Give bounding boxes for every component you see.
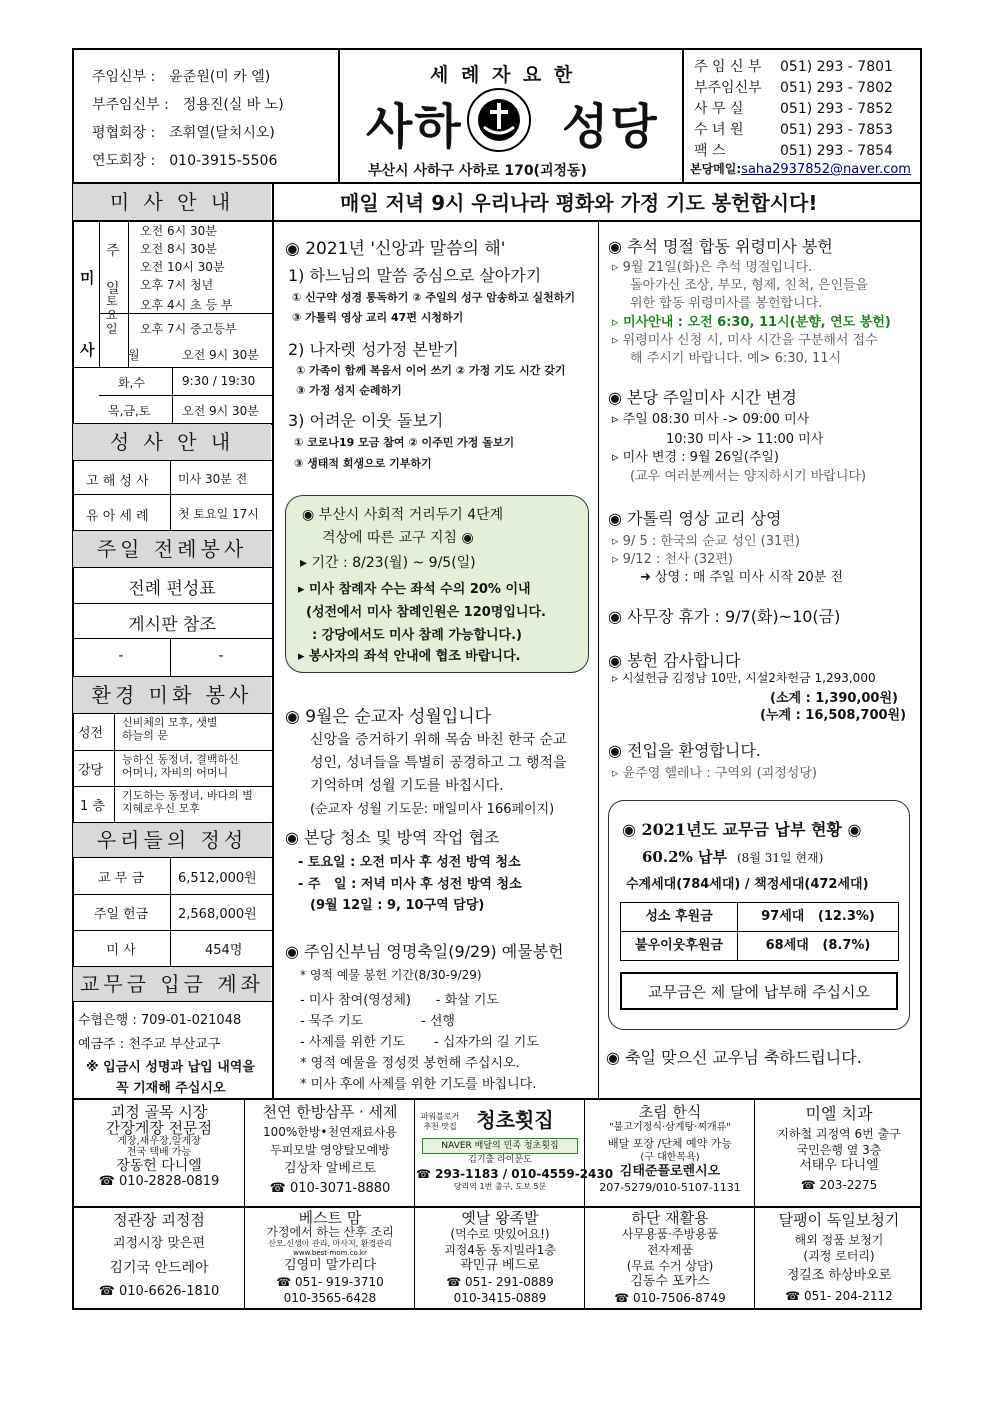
dues-date: (8월 31일 현재) (737, 851, 824, 865)
offering-label: 미 사 (106, 943, 136, 958)
martyr-line: (순교자 성월 기도문: 매일미사 166페이지) (310, 802, 555, 817)
dues-rate: 60.2% 납부 (642, 848, 727, 866)
ad-title: 청초횟집 (476, 1108, 554, 1132)
feast-line: - 묵주 기도 - 선행 (300, 1014, 455, 1029)
offering-value: 454명 (205, 943, 243, 958)
ad-owner: 장동헌 다니엘 (116, 1158, 202, 1174)
staff-value: 조휘열(달치시오) (169, 125, 275, 141)
sunday-time: 오전 10시 30분 (140, 260, 225, 274)
ad-line: 괴정4동 동지빌라1층 (444, 1243, 556, 1257)
feast-line: - 미사 참여(영성체) - 화살 기도 (300, 993, 499, 1008)
ad-title: 하단 재활용 (631, 1209, 709, 1227)
phone-value: 051) 293 - 7852 (780, 101, 893, 117)
chuseok-line: ▹ 9월 21일(화)은 추석 명절입니다. (612, 260, 813, 275)
martyr-line: 기억하며 성월 기도를 바칩시다. (310, 778, 504, 794)
dues-table-value: 97세대 (12.3%) (737, 902, 899, 932)
banner: 매일 저녁 9시 우리나라 평화와 가정 기도 봉헌합시다! (340, 191, 818, 215)
email-label: 본당메일: (690, 162, 742, 176)
phone-value: 051) 293 - 7854 (780, 143, 893, 159)
video-line: ▹ 9/12 : 천사 (32편) (612, 552, 733, 567)
offering-label: 주일 헌금 (93, 907, 149, 922)
guideline-line: : 강당에서도 미사 참례 가능합니다.) (312, 628, 522, 643)
dues-table-name: 불우이웃후원금 (620, 931, 738, 961)
sunday-time: 오전 8시 30분 (140, 242, 217, 256)
ad-line: 사무용품·주방용품 (621, 1227, 719, 1241)
ad-card (246, 1210, 414, 1306)
chuseok-mass-times: ▹ 미사안내 : 오전 6:30, 11시(분향, 연도 봉헌) (612, 315, 891, 330)
dues-households: 수계세대(784세대) / 책정세대(472세대) (626, 877, 869, 892)
thanks-subtotal: (소계 : 1,390,00원) (770, 691, 898, 706)
offering-title: 우리들의 정성 (73, 823, 271, 857)
cleaning-line: - 토요일 : 오전 미사 후 성전 방역 청소 (298, 855, 521, 870)
guideline-line: ▸ 미사 참례자 수는 좌석 수의 20% 이내 (298, 582, 531, 597)
ad-phone: ☎ 051- 204-2112 (785, 1289, 893, 1303)
ad-line: 괴정시장 맞은편 (112, 1236, 206, 1251)
staff-value: 010-3915-5506 (169, 153, 278, 169)
ad-title: 정관장 괴정점 (113, 1211, 205, 1229)
ad-title: 미엘 치과 (805, 1104, 873, 1123)
weekday-time: 오전 9시 30분 (182, 348, 259, 362)
offering-value: 6,512,000원 (178, 871, 257, 886)
ad-owner: 김태준플로렌시오 (619, 1164, 721, 1179)
chuseok-line: 위한 합동 위령미사를 봉헌합니다. (630, 296, 823, 311)
feast-line: * 미사 후에 사제를 위한 기도를 바칩니다. (300, 1077, 537, 1092)
divider (682, 48, 684, 182)
ad-card (74, 1212, 244, 1300)
video-line: ➜ 상영 : 매 주일 미사 시작 20분 전 (640, 570, 844, 585)
ad-line: 전자제품 (646, 1243, 694, 1257)
ad-owner: 곽민규 베드로 (460, 1258, 540, 1273)
ad-line: (먹수로 맛있어요!) (450, 1227, 550, 1241)
dues-title: ◉ 2021년도 교무금 납부 현황 ◉ (622, 820, 862, 839)
dues-note: 교무금은 제 달에 납부해 주십시오 (620, 972, 898, 1010)
account-title: 교무금 입금 계좌 (73, 967, 271, 1001)
ad-line: 배달 포장 /단체 예약 가능 (608, 1137, 732, 1150)
sacrament-time: 첫 토요일 17시 (178, 507, 259, 521)
phone-label: 주 임 신 부 (694, 59, 762, 75)
env-names: 신비체의 모후, 샛별 하늘의 문 (122, 716, 218, 742)
mass-side-label: 미 사 (80, 269, 95, 359)
liturgy-dash: - (118, 648, 124, 664)
martyr-title: ◉ 9월은 순교자 성월입니다 (285, 707, 492, 727)
offering-value: 2,568,000원 (178, 907, 257, 922)
account-note: ※ 입금시 성명과 납입 내역을 (86, 1060, 255, 1075)
dues-table-value: 68세대 (8.7%) (737, 931, 899, 961)
ad-title: 옛날 왕족발 (461, 1209, 539, 1227)
thanks-line: ▹ 시설헌금 김정남 10만, 시설2차헌금 1,293,000 (612, 671, 876, 685)
thanks-total: (누계 : 16,508,700원) (760, 708, 907, 723)
theme-item: ① 신구약 성경 통독하기 ② 주일의 성구 암송하고 실천하기 (292, 291, 576, 304)
guideline-line: ▸ 기간 : 8/23(월) ~ 9/5(일) (300, 555, 476, 571)
env-place: 1 층 (80, 799, 105, 814)
ad-phone: ☎ 010-6626-1810 (98, 1284, 220, 1299)
weekday-day: 월 (128, 348, 140, 362)
theme-3-title: 3) 어려운 이웃 돌보기 (288, 411, 444, 430)
account-note: 꼭 기재해 주십시오 (116, 1081, 226, 1096)
weekday-day: 화,수 (118, 376, 145, 390)
theme-2-title: 2) 나자렛 성가정 본받기 (288, 340, 459, 359)
parish-name-left: 사하 (366, 99, 463, 155)
ad-owner: 서태우 다니엘 (799, 1158, 879, 1173)
ad-link: www.best-mom.co.kr (293, 1249, 367, 1257)
liturgy-dash: - (218, 648, 224, 664)
sunday-time: 오후 7시 청년 (140, 278, 214, 292)
ad-owner: 김기국 안드레아 (109, 1260, 209, 1276)
phone-value: 051) 293 - 7853 (780, 122, 893, 138)
ad-line: 가정에서 하는 산후 조리 (266, 1225, 394, 1239)
ad-line: 100%한방•천연재료사용 (262, 1125, 398, 1139)
env-names: 능하신 동정녀, 결백하신 어머니, 자비의 어머니 (122, 753, 239, 779)
ad-title: 달팽이 독일보청기 (778, 1211, 900, 1229)
patron-saint: 세 례 자 요 한 (430, 64, 576, 86)
ad-owner: 김기출 라이문도 (468, 1155, 532, 1165)
video-title: ◉ 가톨릭 영상 교리 상영 (608, 509, 782, 528)
ad-card (416, 1106, 614, 1192)
phone-value: 051) 293 - 7802 (780, 80, 893, 96)
phone-label: 사 무 실 (694, 101, 744, 117)
guideline-line: ▸ 봉사자의 좌석 안내에 협조 바랍니다. (298, 649, 521, 664)
divider (598, 220, 599, 1098)
ad-phone: ☎ 293-1183 / 010-4559-2430 (416, 1167, 614, 1181)
ad-phone: 010-3565-6428 (283, 1291, 377, 1305)
sacrament-name: 고 해 성 사 (86, 474, 149, 489)
divider (72, 1206, 922, 1208)
liturgy-row: 전례 편성표 (128, 579, 216, 599)
divider (272, 220, 922, 222)
welcome-title: ◉ 전입을 환영합니다. (608, 741, 761, 760)
thanks-title: ◉ 봉헌 감사합니다 (608, 651, 741, 670)
vacation-notice: ◉ 사무장 휴가 : 9/7(화)~10(금) (608, 607, 841, 626)
sacrament-title: 성 사 안 내 (73, 424, 271, 460)
welcome-line: ▹ 윤주영 헬레나 : 구역외 (괴정성당) (612, 766, 817, 781)
sunday-label: 주 일 (106, 243, 120, 297)
chuseok-line: ▹ 위령미사 신청 시, 미사 시간을 구분해서 접수 (612, 333, 878, 348)
mass-title: 미 사 안 내 (73, 184, 271, 220)
phone-label: 팩 스 (694, 143, 726, 159)
chuseok-line: 돌아가신 조상, 부모, 형제, 친척, 은인들을 (630, 278, 869, 293)
offering-label: 교 무 금 (98, 871, 144, 886)
ad-title: 초림 한식 (638, 1103, 702, 1121)
email-link[interactable]: saha2937852@naver.com (741, 162, 911, 177)
sunday-change-line: 10:30 미사 -> 11:00 미사 (666, 432, 824, 447)
liturgy-row: 게시판 참조 (128, 615, 216, 635)
celebrate-notice: ◉ 축일 맞으신 교우님 축하드립니다. (606, 1048, 862, 1067)
ad-phone: 207-5279/010-5107-1131 (599, 1181, 741, 1194)
ad-phone: ☎ 051- 919-3710 (276, 1275, 384, 1289)
phone-value: 051) 293 - 7801 (780, 59, 893, 75)
ad-line: 지하철 괴정역 6번 출구 (777, 1127, 901, 1141)
staff-label: 연도회장 : (92, 153, 156, 169)
guideline-line: (성전에서 미사 참례인원은 120명입니다. (306, 605, 546, 620)
env-names: 기도하는 동정녀, 바다의 별 지혜로우신 모후 (122, 789, 253, 815)
ad-line: (구 대한목욕) (640, 1152, 700, 1163)
parish-logo (466, 87, 532, 153)
ad-line: 산모.신생아 관리, 마사지, 환경관리 (268, 1239, 392, 1248)
ad-owner: 정길조 하상바오로 (786, 1268, 892, 1283)
ad-card (586, 1104, 754, 1196)
ad-owner: 김동수 포카스 (630, 1274, 710, 1289)
parish-address: 부산시 사하구 사하로 170(괴정동) (368, 163, 587, 179)
sacrament-time: 미사 30분 전 (178, 472, 248, 486)
martyr-line: 성인, 성녀들을 특별히 공경하고 그 행적을 (310, 755, 567, 771)
feast-line: - 사제를 위한 기도 - 십자가의 길 기도 (300, 1035, 539, 1050)
ad-phone: ☎ 010-3071-8880 (269, 1181, 391, 1196)
ad-phone: ☎ 203-2275 (800, 1178, 878, 1192)
ad-phone: ☎ 051- 291-0889 (446, 1275, 554, 1289)
weekday-time: 오전 9시 30분 (182, 404, 259, 418)
ad-line: 당리역 1번 출구, 도보 5분 (453, 1182, 547, 1191)
year-theme-title: ◉ 2021년 '신앙과 말씀의 해' (285, 239, 506, 259)
sunday-time: 오전 6시 30분 (140, 224, 217, 238)
ad-line: "불고기정식·삼계탕·찌개류" (609, 1122, 731, 1133)
sunday-change-title: ◉ 본당 주일미사 시간 변경 (608, 388, 797, 407)
phone-label: 부주임신부 (694, 80, 762, 96)
ad-card (416, 1210, 584, 1306)
ad-line: NAVER 배달의 민족 청초횟집 (422, 1138, 578, 1154)
divider (338, 48, 340, 182)
chuseok-line: 해 주시기 바랍니다. 예> 6:30, 11시 (630, 351, 842, 366)
ad-card (246, 1104, 414, 1197)
guideline-line: 격상에 따른 교구 지침 ◉ (322, 530, 474, 546)
parish-name-right: 성당 (562, 99, 659, 155)
account-line: 수협은행 : 709-01-021048 (78, 1013, 242, 1028)
theme-item: ③ 가정 성지 순례하기 (296, 384, 402, 397)
ad-title: 괴정 골목 시장 (110, 1103, 208, 1121)
saturday-label: 토 요 일 (106, 294, 118, 336)
weekday-time: 9:30 / 19:30 (182, 374, 256, 388)
video-line: ▹ 9/ 5 : 한국의 순교 성인 (31편) (612, 534, 800, 549)
theme-1-title: 1) 하느님의 말씀 중심으로 살아가기 (288, 266, 542, 285)
theme-item: ③ 생태적 회생으로 기부하기 (294, 457, 432, 470)
ad-phone: ☎ 010-7506-8749 (614, 1291, 726, 1305)
ad-line: 해외 정품 보청기 (794, 1233, 884, 1247)
sunday-change-line: ▹ 주일 08:30 미사 -> 09:00 미사 (612, 412, 810, 427)
saturday-time: 오후 4시 초 등 부 (140, 298, 233, 312)
staff-value: 정용진(실 바 노) (182, 97, 284, 113)
ad-title: 천연 한방삼푸 · 세제 (262, 1103, 398, 1121)
env-place: 강당 (78, 763, 104, 778)
ad-card (74, 1104, 244, 1190)
account-line: 예금주 : 천주교 부산교구 (78, 1037, 221, 1052)
cleaning-title: ◉ 본당 청소 및 방역 작업 협조 (285, 828, 500, 847)
ad-owner: 김영미 말가리다 (283, 1258, 377, 1273)
ad-line: 전국 택배 가능 (126, 1147, 192, 1158)
divider (272, 182, 274, 1098)
chuseok-title: ◉ 추석 명절 합동 위령미사 봉헌 (608, 237, 833, 256)
feast-line: * 영적 예물을 정성껏 봉헌해 주십시오. (300, 1056, 520, 1071)
staff-value: 윤준원(미 카 엘) (169, 69, 271, 85)
saturday-time: 오후 7시 중고등부 (140, 322, 237, 336)
sacrament-name: 유 아 세 례 (86, 509, 149, 524)
ad-phone: 010-3415-0889 (453, 1291, 547, 1305)
theme-item: ① 코로나19 모금 참여 ② 이주민 가정 돌보기 (294, 436, 515, 449)
ad-line: 두피모발 영양탈모예방 (270, 1143, 390, 1157)
ad-line: 게장,새우장,알게장 (117, 1136, 201, 1147)
theme-item: ① 가족이 함께 복음서 이어 쓰기 ② 가정 기도 시간 갖기 (296, 364, 566, 377)
ad-line: 간장게장 전문점 (105, 1119, 213, 1137)
weekday-day: 목,금,토 (108, 404, 151, 418)
ad-card (756, 1212, 922, 1304)
ad-phone: ☎ 010-2828-0819 (98, 1174, 220, 1189)
staff-label: 평협회장 : (92, 125, 156, 141)
feast-line: * 영적 예물 봉헌 기간(8/30-9/29) (300, 968, 482, 982)
liturgy-title: 주일 전례봉사 (73, 531, 271, 567)
cleaning-line: - 주 일 : 저녁 미사 후 성전 방역 청소 (298, 877, 522, 892)
env-title: 환경 미화 봉사 (73, 677, 271, 713)
staff-label: 부주임신부 : (92, 97, 169, 113)
ad-tagline: 파워블로거 추천 맛집 (420, 1112, 460, 1131)
dues-table-name: 성소 후원금 (620, 902, 738, 932)
cleaning-line: (9월 12일 : 9, 10구역 담당) (310, 898, 485, 913)
phone-label: 수 녀 원 (694, 122, 744, 138)
ad-card (756, 1106, 922, 1193)
sunday-change-line: ▹ 미사 변경 : 9월 26일(주일) (612, 450, 779, 465)
sunday-change-line: (교우 여러분께서는 양지하시기 바랍니다) (630, 469, 867, 484)
env-place: 성전 (78, 726, 104, 741)
divider (72, 1098, 922, 1100)
ad-title: 베스트 맘 (298, 1209, 362, 1227)
guideline-line: ◉ 부산시 사회적 거리두기 4단계 (302, 507, 504, 523)
ad-line: 국민은행 옆 3층 (796, 1143, 882, 1157)
ad-card (586, 1210, 754, 1306)
theme-item: ③ 가톨릭 영상 교리 47편 시청하기 (292, 311, 464, 324)
feast-title: ◉ 주임신부님 영명축일(9/29) 예물봉헌 (285, 942, 564, 961)
martyr-line: 신앙을 증거하기 위해 목숨 바친 한국 순교 (310, 732, 567, 748)
ad-owner: 김상차 알베르토 (283, 1161, 377, 1176)
staff-label: 주임신부 : (92, 69, 156, 85)
ad-line: (괴정 로터리) (803, 1249, 875, 1263)
ad-line: (무료 수거 상담) (626, 1259, 714, 1273)
